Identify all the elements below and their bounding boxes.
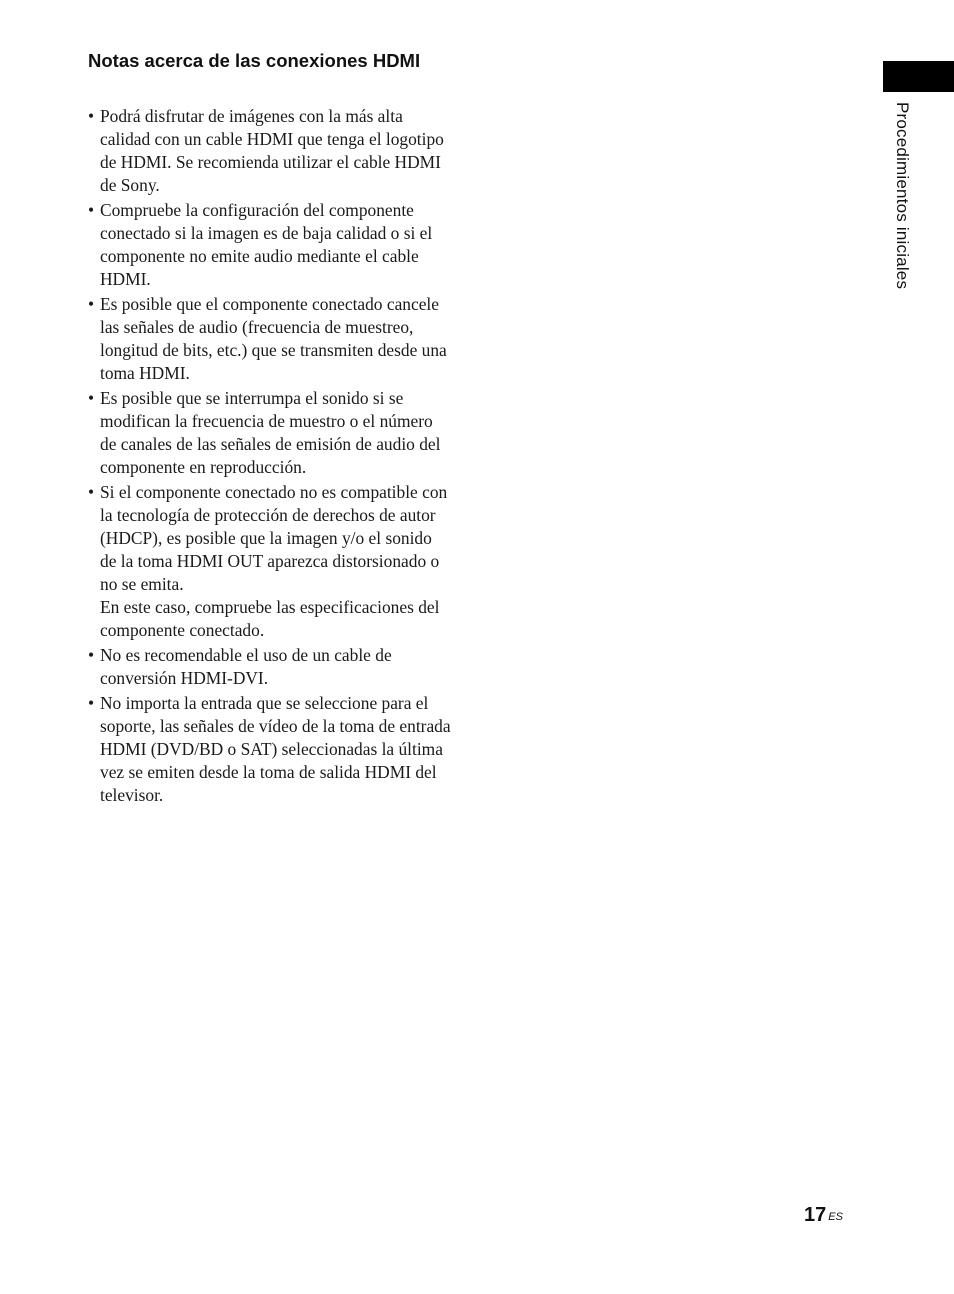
note-text: Compruebe la configuración del componente conectado si la imagen es de baja calidad o si el componente no emite audio mediante el cable HDMI.: [100, 200, 433, 289]
bullet-icon: •: [88, 106, 95, 126]
chapter-tab-marker: [883, 61, 954, 92]
bullet-icon: •: [88, 645, 95, 665]
note-item: [88, 105, 452, 197]
bullet-icon: •: [88, 294, 95, 314]
note-text: Podrá disfrutar de imágenes con la más alta calidad con un cable HDMI que tenga el logotipo de HDMI. Se recomienda utilizar el cable HDMI de Sony.: [100, 106, 444, 195]
note-text: Es posible que el componente conectado cancele las señales de audio (frecuencia de muestreo, longitud de bits, etc.) que se transmiten desde una toma HDMI.: [100, 294, 447, 383]
note-item: [88, 199, 452, 291]
note-item: [88, 293, 452, 385]
note-text: Si el componente conectado no es compatible con la tecnología de protección de derechos de autor (HDCP), es posible que la imagen y/o el sonido de la toma HDMI OUT aparezca distorsionado o no se emita.: [100, 482, 448, 594]
notes-list: [88, 105, 452, 809]
bullet-icon: •: [88, 200, 95, 220]
note-item: [88, 692, 452, 807]
note-text: No importa la entrada que se seleccione para el soporte, las señales de vídeo de la toma de entrada HDMI (DVD/BD o SAT) seleccionadas la última vez se emiten desde la toma de salida HDMI del televisor.: [100, 693, 451, 805]
note-text: Es posible que se interrumpa el sonido si se modifican la frecuencia de muestro o el número de canales de las señales de emisión de audio del componente en reproducción.: [100, 388, 441, 477]
section-heading: Notas acerca de las conexiones HDMI: [88, 50, 421, 71]
note-item: [88, 644, 452, 690]
note-item: [88, 387, 452, 479]
bullet-icon: •: [88, 693, 95, 713]
note-item: [88, 481, 452, 642]
bullet-icon: •: [88, 388, 95, 408]
bullet-icon: •: [88, 482, 95, 502]
note-extra-text: En este caso, compruebe las especificaciones del componente conectado.: [100, 597, 440, 640]
note-text: No es recomendable el uso de un cable de conversión HDMI-DVI.: [100, 645, 392, 688]
chapter-side-label: Procedimientos iniciales: [893, 102, 912, 290]
page-number-value: 17: [804, 1204, 827, 1226]
page-language-suffix: ES: [828, 1211, 843, 1223]
page-number: [804, 1203, 843, 1229]
